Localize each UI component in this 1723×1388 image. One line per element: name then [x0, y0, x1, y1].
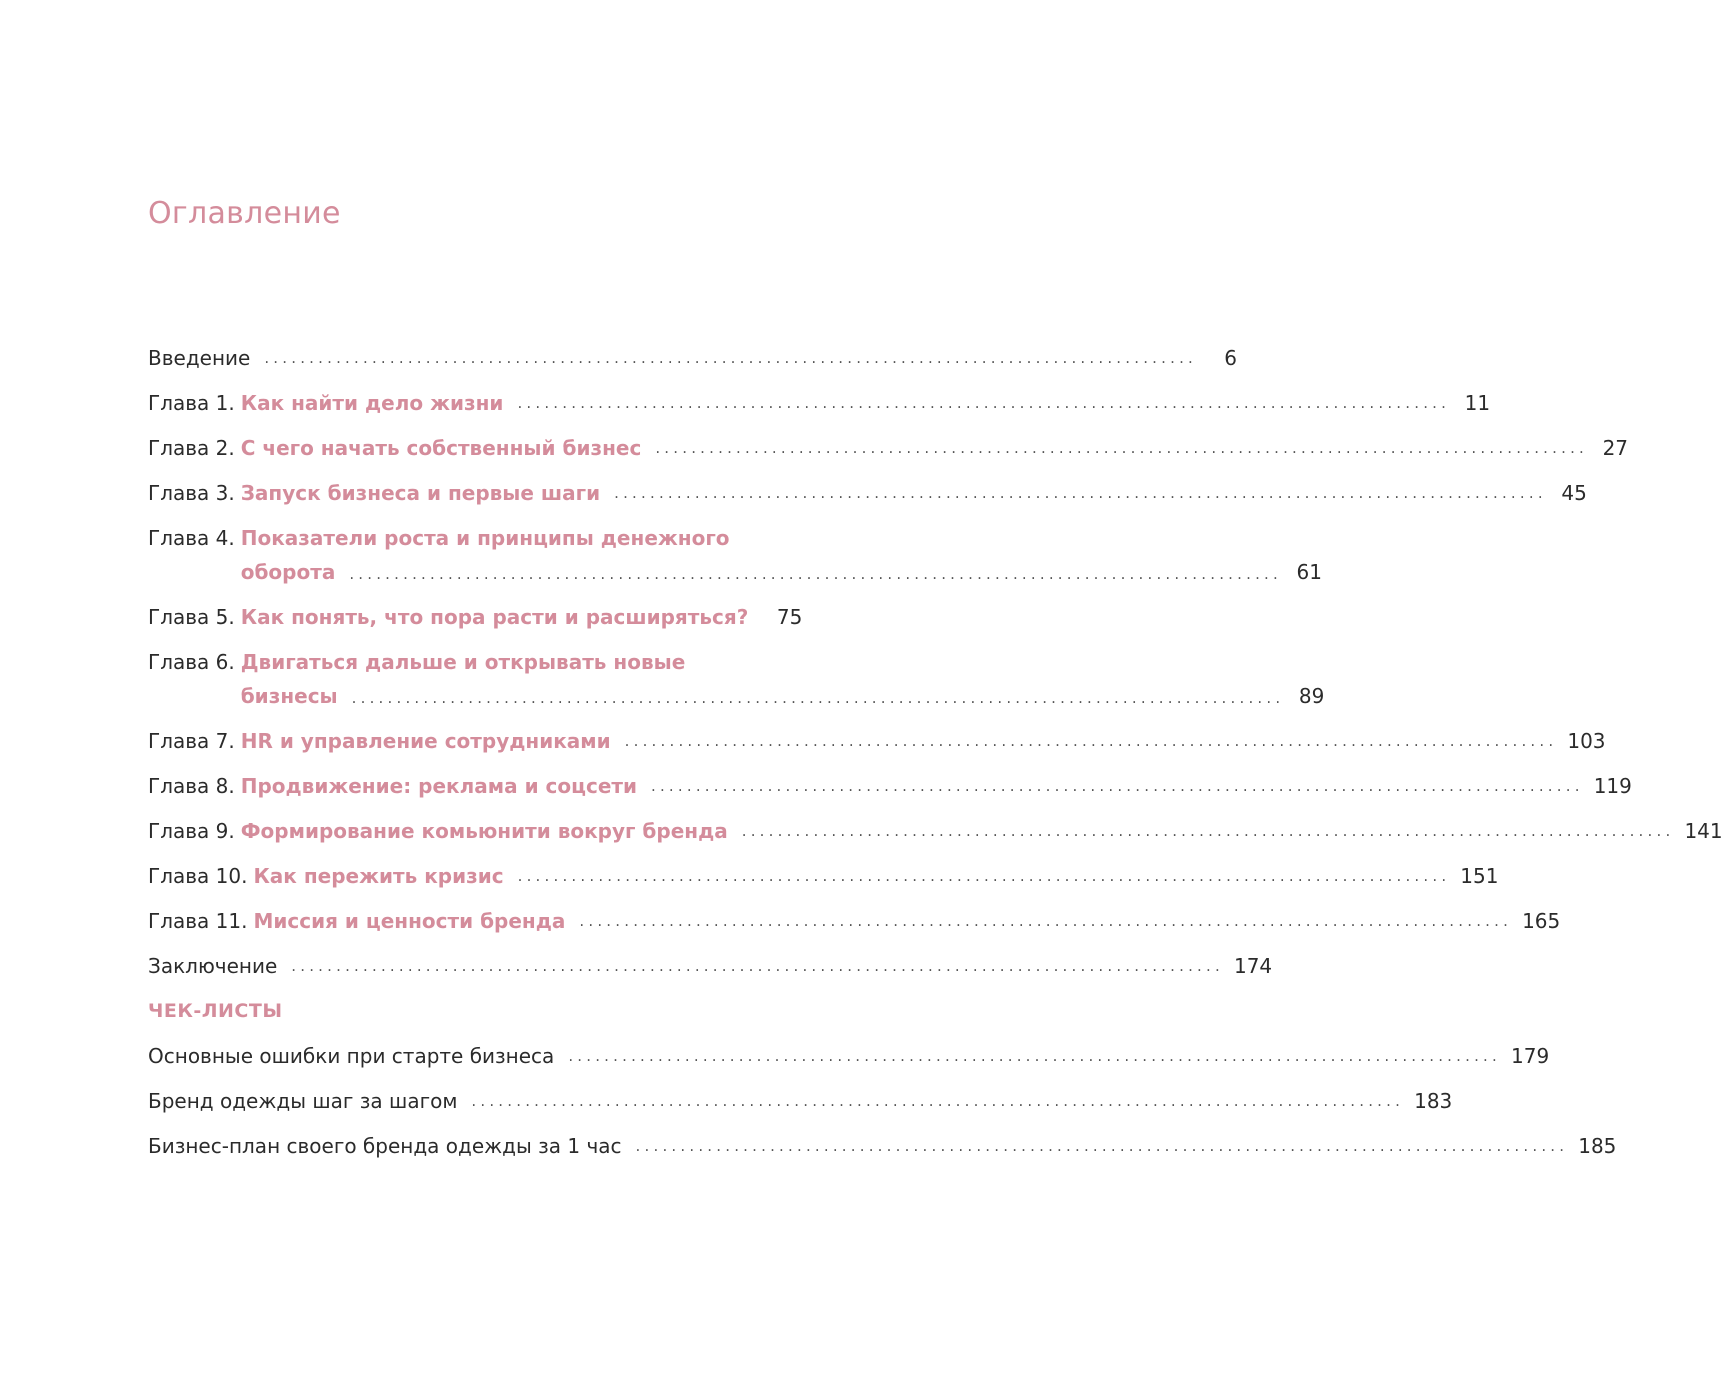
toc-page-number: 27: [1602, 436, 1629, 460]
dot-leader: ........................................................................................................: [651, 777, 1584, 795]
toc-page-number: 165: [1522, 909, 1561, 933]
toc-entry-chapter-2[interactable]: [148, 430, 1629, 475]
dot-leader: ........................................................................................................: [517, 394, 1451, 412]
chapter-title: HR и управление сотрудниками: [240, 729, 611, 753]
chapter-number: Глава 10.: [148, 864, 248, 888]
toc-entry-checklist-3[interactable]: [148, 1128, 1617, 1173]
toc-page-number: 61: [1296, 560, 1322, 584]
chapter-number: Глава 2.: [148, 436, 235, 460]
chapter-number: Глава 5.: [148, 605, 235, 629]
chapter-title-block: [241, 520, 1322, 592]
toc-page-number: 75: [776, 605, 803, 629]
chapter-title: Продвижение: реклама и соцсети: [240, 774, 637, 798]
toc-page-number: 151: [1460, 864, 1499, 888]
toc-entry-conclusion[interactable]: [148, 948, 1273, 993]
chapter-title-line-2-row: [241, 678, 1325, 716]
chapter-title: Миссия и ценности бренда: [253, 909, 566, 933]
chapter-title: Как найти дело жизни: [240, 391, 504, 415]
dot-leader: ........................................................................................................: [351, 689, 1285, 707]
dot-leader: ........................................................................................................: [741, 822, 1675, 840]
chapter-number: Глава 1.: [148, 391, 235, 415]
toc-page-number: 45: [1561, 481, 1587, 505]
toc-entry-chapter-11[interactable]: [148, 903, 1561, 948]
chapter-number: Глава 11.: [148, 909, 248, 933]
dot-leader: ........................................................................................................: [471, 1092, 1405, 1110]
toc-page-number: 89: [1298, 684, 1325, 708]
toc-page-number: 179: [1511, 1044, 1550, 1068]
toc-entry-checklist-2[interactable]: [148, 1083, 1453, 1128]
checklists-heading: ЧЕК-ЛИСТЫ: [148, 1000, 283, 1022]
toc-entry-chapter-9[interactable]: [148, 813, 1723, 858]
chapter-number: Глава 4.: [148, 526, 235, 550]
toc-page-number: 174: [1233, 954, 1273, 978]
toc-entry-chapter-1[interactable]: [148, 385, 1491, 430]
page-title: Оглавление: [148, 196, 341, 231]
chapter-title: Формирование комьюнити вокруг бренда: [240, 819, 728, 843]
chapter-title-block: [241, 644, 1325, 716]
dot-leader: ........................................................................................................: [655, 439, 1589, 457]
chapter-title: С чего начать собственный бизнес: [240, 436, 642, 460]
toc-page-number: 183: [1414, 1089, 1453, 1113]
chapter-number: Глава 8.: [148, 774, 235, 798]
chapter-number: Глава 3.: [148, 481, 235, 505]
toc-entry-label: Заключение: [148, 954, 278, 978]
chapter-number: Глава 9.: [148, 819, 235, 843]
dot-leader: ........................................................................................................: [614, 484, 1547, 502]
chapter-title: Как пережить кризис: [253, 864, 504, 888]
toc-entry-checklist-1[interactable]: [148, 1038, 1550, 1083]
dot-leader: ........................................................................................................: [349, 565, 1282, 583]
toc-page-number: 11: [1464, 391, 1491, 415]
chapter-title: Как понять, что пора расти и расширяться?: [240, 605, 749, 629]
toc-page-number: 6: [1224, 346, 1238, 370]
toc-entry-introduction[interactable]: [148, 340, 1238, 385]
dot-leader: ........................................................................................................: [635, 1137, 1569, 1155]
chapter-number: Глава 7.: [148, 729, 235, 753]
dot-leader: ........................................................................................................: [517, 867, 1451, 885]
table-of-contents: [148, 340, 1723, 1173]
toc-page-number: 103: [1567, 729, 1606, 753]
toc-entry-chapter-8[interactable]: [148, 768, 1632, 813]
toc-entry-label: Введение: [148, 346, 251, 370]
checklist-title: Бизнес-план своего бренда одежды за 1 час: [148, 1134, 622, 1158]
toc-entry-chapter-4[interactable]: [148, 520, 1322, 599]
chapter-number: Глава 6.: [148, 650, 235, 674]
chapter-title-line-2: оборота: [240, 560, 336, 584]
dot-leader: ........................................................................................................: [624, 732, 1558, 750]
toc-entry-chapter-10[interactable]: [148, 858, 1499, 903]
chapter-title-line-1: Двигаться дальше и открывать новые: [240, 650, 686, 674]
chapter-title: Запуск бизнеса и первые шаги: [240, 481, 601, 505]
toc-entry-chapter-5[interactable]: [148, 599, 803, 644]
checklist-title: Бренд одежды шаг за шагом: [148, 1089, 458, 1113]
toc-page-number: 185: [1578, 1134, 1617, 1158]
dot-leader: ........................................................................................................: [579, 912, 1513, 930]
chapter-title-line-1: Показатели роста и принципы денежного: [240, 526, 730, 550]
dot-leader: ........................................................................................................: [568, 1047, 1501, 1065]
dot-leader: ........................................................................................................: [264, 349, 1198, 367]
chapter-title-line-2: бизнесы: [240, 684, 338, 708]
toc-entry-chapter-7[interactable]: [148, 723, 1606, 768]
toc-page-number: 119: [1593, 774, 1632, 798]
dot-leader: ........................................................................................................: [291, 957, 1224, 975]
toc-entry-chapter-6[interactable]: [148, 644, 1325, 723]
checklist-title: Основные ошибки при старте бизнеса: [148, 1044, 555, 1068]
toc-page-number: 141: [1684, 819, 1723, 843]
chapter-title-line-2-row: [241, 554, 1322, 592]
toc-entry-chapter-3[interactable]: [148, 475, 1587, 520]
